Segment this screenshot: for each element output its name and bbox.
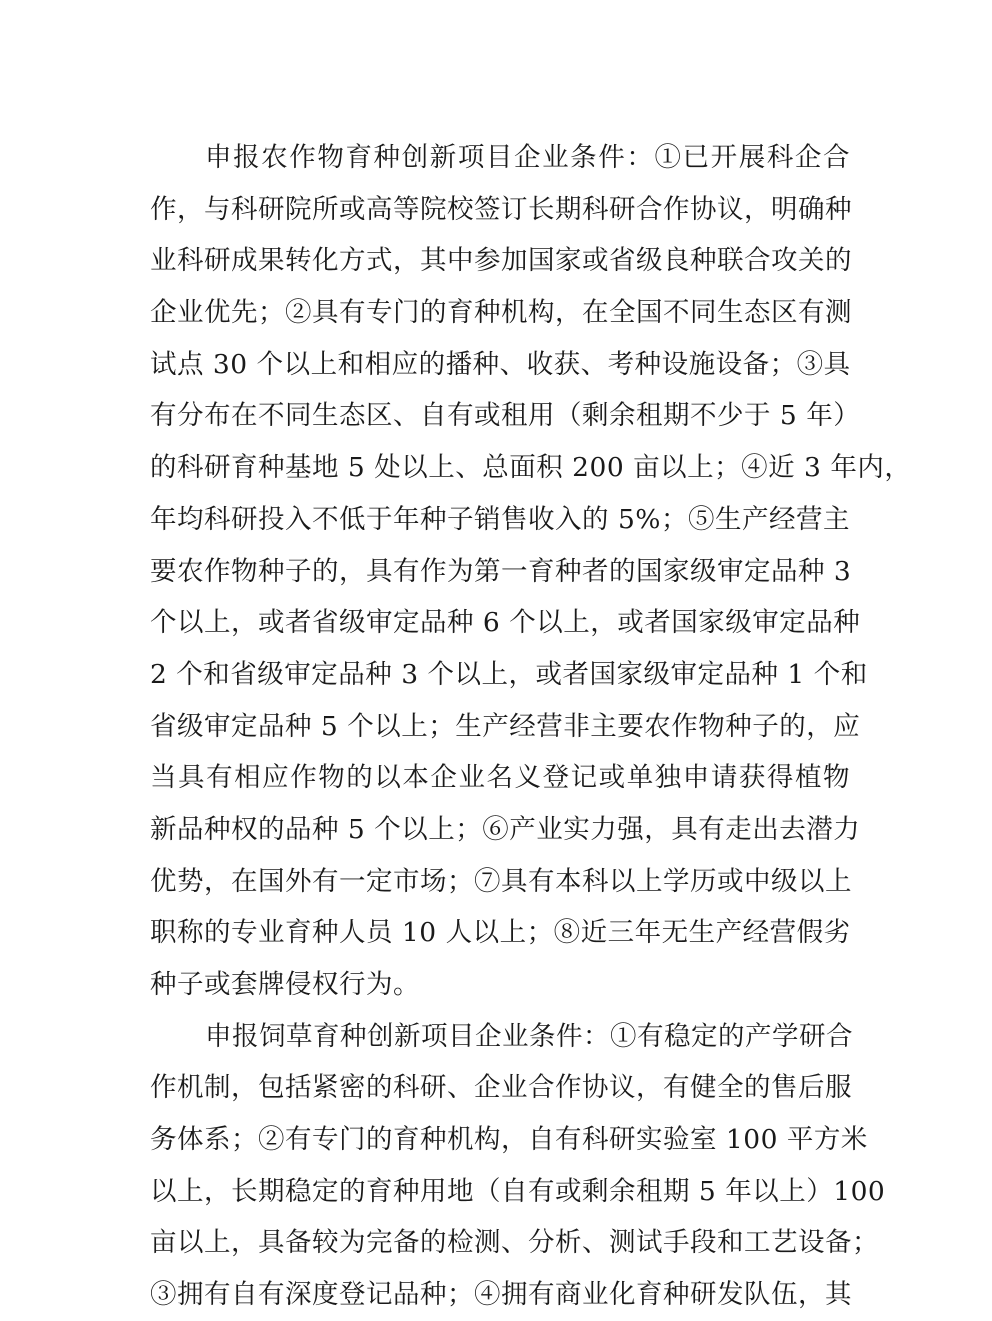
text-line: 有分布在不同生态区、自有或租用（剩余租期不少于 5 年） [150, 400, 861, 432]
text-line: 亩以上，具备较为完备的检测、分析、测试手段和工艺设备； [150, 1227, 879, 1259]
paragraph-crop-enterprise-conditions [150, 132, 912, 1011]
text-line: 新品种权的品种 5 个以上；⑥产业实力强，具有走出去潜力 [150, 813, 861, 845]
text-line: 优势，在国外有一定市场；⑦具有本科以上学历或中级以上 [150, 865, 852, 897]
text-line: 作机制，包括紧密的科研、企业合作协议，有健全的售后服 [150, 1072, 852, 1104]
paragraph-forage-enterprise-conditions [150, 1011, 886, 1321]
text-line: 年均科研投入不低于年种子销售收入的 5%；⑤生产经营主 [150, 503, 850, 535]
text-line: 个以上，或者省级审定品种 6 个以上，或者国家级审定品种 [150, 607, 861, 639]
text-line: 当具有相应作物的以本企业名义登记或单独申请获得植物 [150, 762, 850, 794]
text-line: 以上，长期稳定的育种用地（自有或剩余租期 5 年以上）100 [150, 1175, 886, 1207]
text-line: 2 个和省级审定品种 3 个以上，或者国家级审定品种 1 个和 [150, 658, 868, 690]
document-body [150, 132, 912, 1321]
text-line: ③拥有自有深度登记品种；④拥有商业化育种研发队伍，其 [150, 1279, 852, 1311]
text-line: 试点 30 个以上和相应的播种、收获、考种设施设备；③具 [150, 348, 851, 380]
text-line: 务体系；②有专门的育种机构，自有科研实验室 100 平方米 [150, 1124, 868, 1156]
text-line: 要农作物种子的，具有作为第一育种者的国家级审定品种 3 [150, 555, 852, 587]
text-line: 申报农作物育种创新项目企业条件：①已开展科企合 [205, 142, 850, 173]
text-line: 省级审定品种 5 个以上；生产经营非主要农作物种子的，应 [150, 710, 861, 742]
text-line: 的科研育种基地 5 处以上、总面积 200 亩以上；④近 3 年内， [150, 452, 912, 484]
text-line: 作，与科研院所或高等院校签订长期科研合作协议，明确种 [150, 193, 852, 225]
text-line: 种子或套牌侵权行为。 [150, 969, 420, 1000]
text-line: 业科研成果转化方式，其中参加国家或省级良种联合攻关的 [150, 245, 852, 277]
text-line: 申报饲草育种创新项目企业条件：①有稳定的产学研合 [205, 1020, 853, 1052]
text-line: 职称的专业育种人员 10 人以上；⑧近三年无生产经营假劣 [150, 917, 851, 949]
text-line: 企业优先；②具有专门的育种机构，在全国不同生态区有测 [150, 297, 852, 329]
